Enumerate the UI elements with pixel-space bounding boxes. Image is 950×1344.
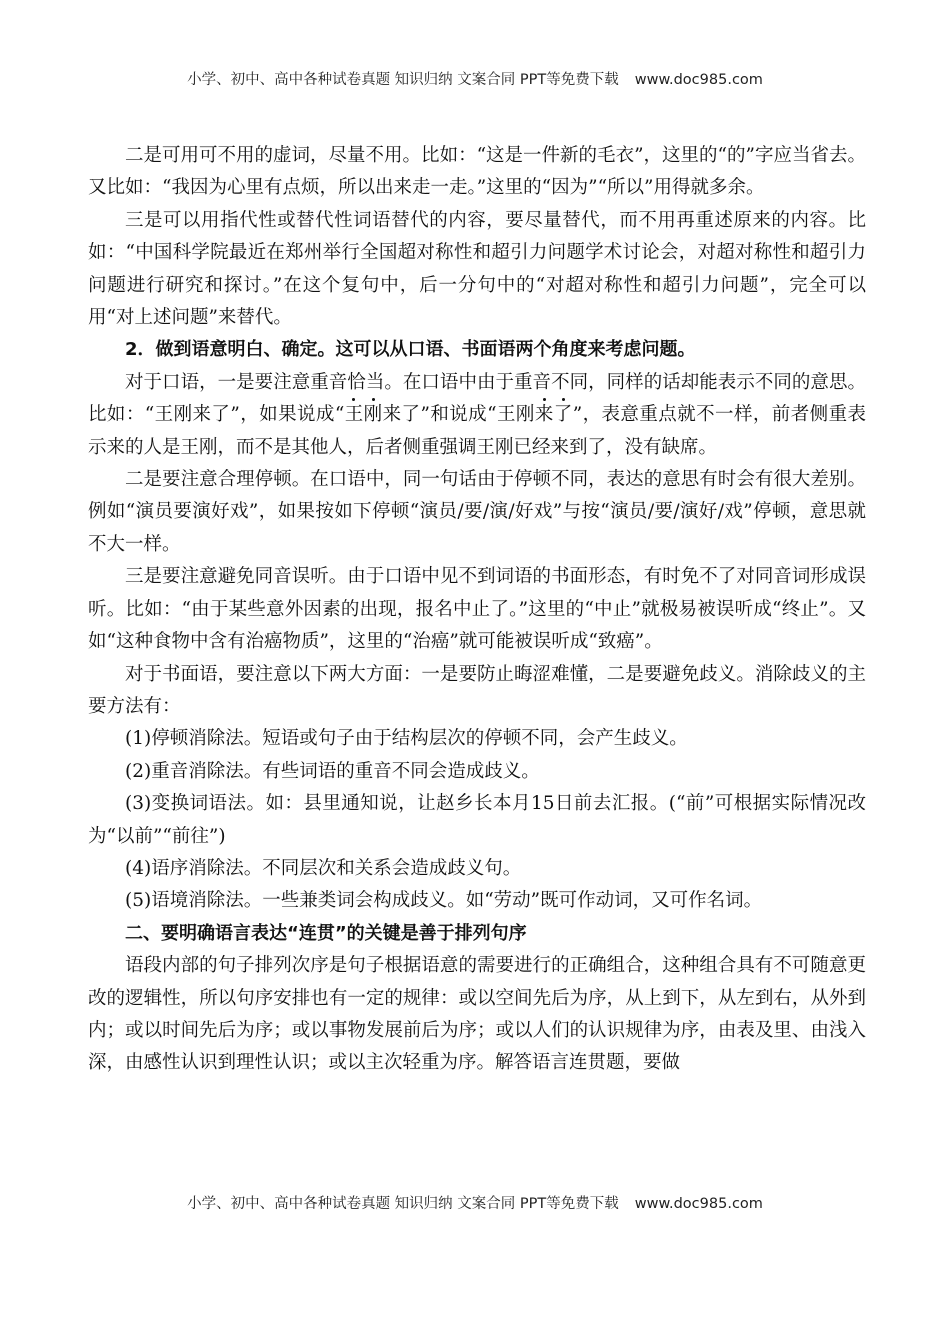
text-run: ”，表意重点就不一样，前者侧重表示来的人是王刚，而不是其他人，后者侧重强调王刚已经来到了，没有缺席。 xyxy=(88,404,867,458)
paragraph: 二是可用可不用的虚词，尽量不用。比如：“这是一件新的毛衣”，这里的“的”字应当省去。又比如：“我因为心里有点烦，所以出来走一走。”这里的“因为”“所以”用得就多余。 xyxy=(88,145,866,199)
page-header xyxy=(0,68,950,89)
text-run: 对于口语，一是要注意重音恰当。在口语中由于重音不同，同样的话却能表示不同的意思。比如：“王刚来了”，如果说成“ xyxy=(88,371,866,426)
paragraph: 三是要注意避免同音误听。由于口语中见不到词语的书面形态，有时免不了对同音词形成误听。比如：“由于某些意外因素的出现，报名中止了。”这里的“中止”就极易被误听成“终止”。又如“这种食物中含有治癌物质”，这里的“治癌”就可能被误听成“致癌”。 xyxy=(88,566,866,653)
page-footer xyxy=(0,1192,950,1213)
paragraph: 二是要注意合理停顿。在口语中，同一句话由于停顿不同，表达的意思有时会有很大差别。例如“演员要演好戏”，如果按如下停顿“演员/要/演/好戏”与按“演员/要/演好/戏”停顿，意思就不大一样。 xyxy=(88,469,866,555)
emphasis-run xyxy=(344,404,382,425)
list-item: (3)变换词语法。如：县里通知说，让赵乡长本月15日前去汇报。(“前”可根据实际情况改为“以前”“前往”) xyxy=(88,793,866,847)
paragraph: 对于书面语，要注意以下两大方面：一是要防止晦涩难懂，二是要避免歧义。消除歧义的主要方法有： xyxy=(88,663,866,717)
text-run: 来了”和说成“王刚 xyxy=(382,404,535,426)
document-body xyxy=(88,140,866,1080)
emphasized-word xyxy=(344,404,382,425)
paragraph: 三是可以用指代性或替代性词语替代的内容，要尽量替代，而不用再重述原来的内容。比如：“中国科学院最近在郑州举行全国超对称性和超引力问题学术讨论会，对超对称性和超引力问题进行研究和探讨。”在这个复句中，后一分句中的“对超对称性和超引力问题”，完全可以用“对上述问题”来替代。 xyxy=(88,209,866,329)
paragraph xyxy=(88,367,866,464)
footer-url[interactable]: www.doc985.com xyxy=(634,1196,763,1212)
emphasis-char: 刚 xyxy=(363,404,383,426)
emphasis-char: 王 xyxy=(344,404,364,426)
section-heading: 二、要明确语言表达“连贯”的关键是善于排列句序 xyxy=(125,922,527,944)
header-text: 小学、初中、高中各种试卷真题 知识归纳 文案合同 PPT等免费下载 xyxy=(187,72,619,88)
emphasis-char: 了 xyxy=(553,404,573,426)
footer-text: 小学、初中、高中各种试卷真题 知识归纳 文案合同 PPT等免费下载 xyxy=(187,1196,619,1212)
list-item: (4)语序消除法。不同层次和关系会造成歧义句。 xyxy=(125,857,522,879)
header-url[interactable]: www.doc985.com xyxy=(634,72,763,88)
section-heading: 2．做到语意明白、确定。这可以从口语、书面语两个角度来考虑问题。 xyxy=(125,339,696,361)
list-item: (1)停顿消除法。短语或句子由于结构层次的停顿不同，会产生歧义。 xyxy=(125,728,688,750)
paragraph: 语段内部的句子排列次序是句子根据语意的需要进行的正确组合，这种组合具有不可随意更改的逻辑性，所以句序安排也有一定的规律：或以空间先后为序，从上到下，从左到右，从外到内；或以时间先后为序；或以事物发展前后为序；或以人们的认识规律为序，由表及里、由浅入深，由感性认识到理性认识；或以主次轻重为序。解答语言连贯题，要做 xyxy=(88,955,866,1074)
emphasized-word xyxy=(535,404,573,425)
list-item: (5)语境消除法。一些兼类词会构成歧义。如“劳动”既可作动词，又可作名词。 xyxy=(125,890,763,912)
list-item: (2)重音消除法。有些词语的重音不同会造成歧义。 xyxy=(125,760,540,782)
emphasis-char: 来 xyxy=(534,404,554,426)
